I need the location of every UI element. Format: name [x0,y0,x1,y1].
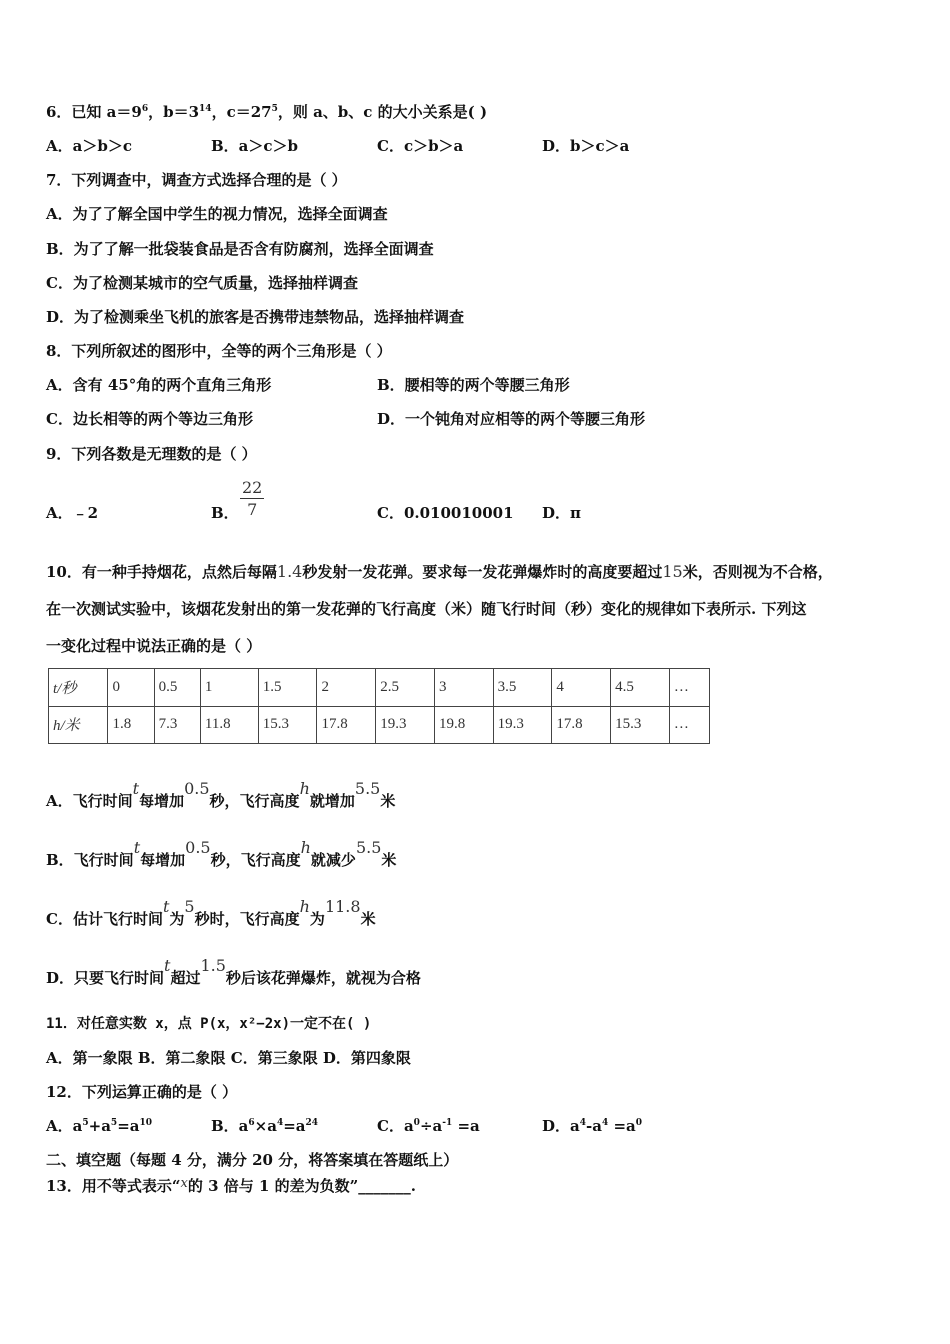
fraction-denominator: 7 [247,500,258,519]
q8-option-c: C．边长相等的两个等边三角形 [46,410,253,428]
table-cell: … [669,706,709,744]
q13-stem: 13．用不等式表示“x的 3 倍与 1 的差为负数”_______. [46,1176,416,1195]
q7-option-b: B．为了了解一批袋装食品是否含有防腐剂，选择全面调查 [46,240,434,258]
q9-option-b-fraction [240,478,264,521]
q10-option-d: D．只要飞行时间t超过1.5秒后该花弹爆炸，就视为合格 [46,956,421,987]
q10-option-b: B．飞行时间t每增加0.5秒，飞行高度h就减少5.5米 [46,838,397,869]
q7-option-c: C．为了检测某城市的空气质量，选择抽样调查 [46,274,358,292]
table-cell: 17.8 [552,706,611,744]
table-cell: 4.5 [611,669,670,707]
q9-option-a: A．﹣2 [46,504,99,522]
q12-option-b: B．$a^6\times a^4=a^{24}$ [211,1117,319,1135]
table-cell: 11.8 [200,706,258,744]
table-cell: 2.5 [376,669,435,707]
q7-stem: 7．下列调查中，调查方式选择合理的是（ ） [46,171,347,189]
table-cell: 1 [200,669,258,707]
table-cell: 15.3 [611,706,670,744]
q8-option-a: A．含有 45°角的两个直角三角形 [46,376,272,394]
q9-option-d: D．π [542,504,581,522]
q8-option-b: B．腰相等的两个等腰三角形 [377,376,570,394]
table-cell: 15.3 [258,706,317,744]
q10-stem-line3: 一变化过程中说法正确的是（ ） [46,637,262,655]
q10-stem-line1: 10．有一种手持烟花，点然后每隔1.4秒发射一发花弹。要求每一发花弹爆炸时的高度要超过15米，否则视为不合格， [46,562,833,581]
q9-option-c: C．0.010010001 [377,504,514,522]
q10-stem-line2: 在一次测试实验中，该烟花发射出的第一发花弹的飞行高度（米）随飞行时间（秒）变化的规律如下表所示. 下列这 [46,600,807,618]
table-cell: 1.5 [258,669,317,707]
q9-option-b: B． [211,504,239,522]
table-cell: 3 [434,669,493,707]
table-cell: 0 [108,669,154,707]
table-row-height [49,706,710,744]
q8-option-d: D．一个钝角对应相等的两个等腰三角形 [377,410,646,428]
q6-option-c: C．c＞b＞a [377,137,464,155]
section-heading: 二、填空题（每题 4 分，满分 20 分，将答案填在答题纸上） [46,1151,459,1169]
q10-option-a: A．飞行时间t每增加0.5秒，飞行高度h就增加5.5米 [46,779,396,810]
table-cell: 7.3 [154,706,200,744]
q8-stem: 8．下列所叙述的图形中，全等的两个三角形是（ ） [46,342,392,360]
table-header-t: t/秒 [49,669,108,707]
q6-option-d: D．b＞c＞a [542,137,630,155]
table-cell: 3.5 [493,669,552,707]
q6-stem: 6．已知 $a=9^6$，$b=3^{14}$，$c=27^5$，则 a、b、c 的大小关系是( ) [46,103,488,121]
table-row-time [49,669,710,707]
q6-option-a: A．a＞b＞c [46,137,132,155]
q11-stem: 11．对任意实数 x，点 P(x，x²−2x)一定不在( ) [46,1016,372,1032]
fraction-numerator: 22 [242,478,263,497]
q12-option-c: C．$a^0\div a^{-1} =a$ [377,1117,480,1135]
table-header-h: h/米 [49,706,108,744]
table-cell: 1.8 [108,706,154,744]
table-cell: 4 [552,669,611,707]
table-cell: 19.3 [376,706,435,744]
table-cell: 19.3 [493,706,552,744]
q6-option-b: B．a＞c＞b [211,137,299,155]
q12-option-d: D．$a^4-a^4 =a^0$ [542,1117,642,1135]
table-cell: 17.8 [317,706,376,744]
q12-stem: 12．下列运算正确的是（ ） [46,1083,238,1101]
table-cell: 19.8 [434,706,493,744]
table-cell: 0.5 [154,669,200,707]
q12-option-a: A．$a^5+a^5=a^{10}$ [46,1117,153,1135]
q7-option-d: D．为了检测乘坐飞机的旅客是否携带违禁物品，选择抽样调查 [46,308,465,326]
q9-stem: 9．下列各数是无理数的是（ ） [46,445,257,463]
q10-option-c: C．估计飞行时间t为5秒时，飞行高度h为11.8米 [46,897,376,928]
table-cell: 2 [317,669,376,707]
q10-data-table [48,668,710,744]
q11-options: A．第一象限 B．第二象限 C．第三象限 D．第四象限 [46,1049,411,1067]
table-cell: … [669,669,709,707]
q7-option-a: A．为了了解全国中学生的视力情况，选择全面调查 [46,205,388,223]
